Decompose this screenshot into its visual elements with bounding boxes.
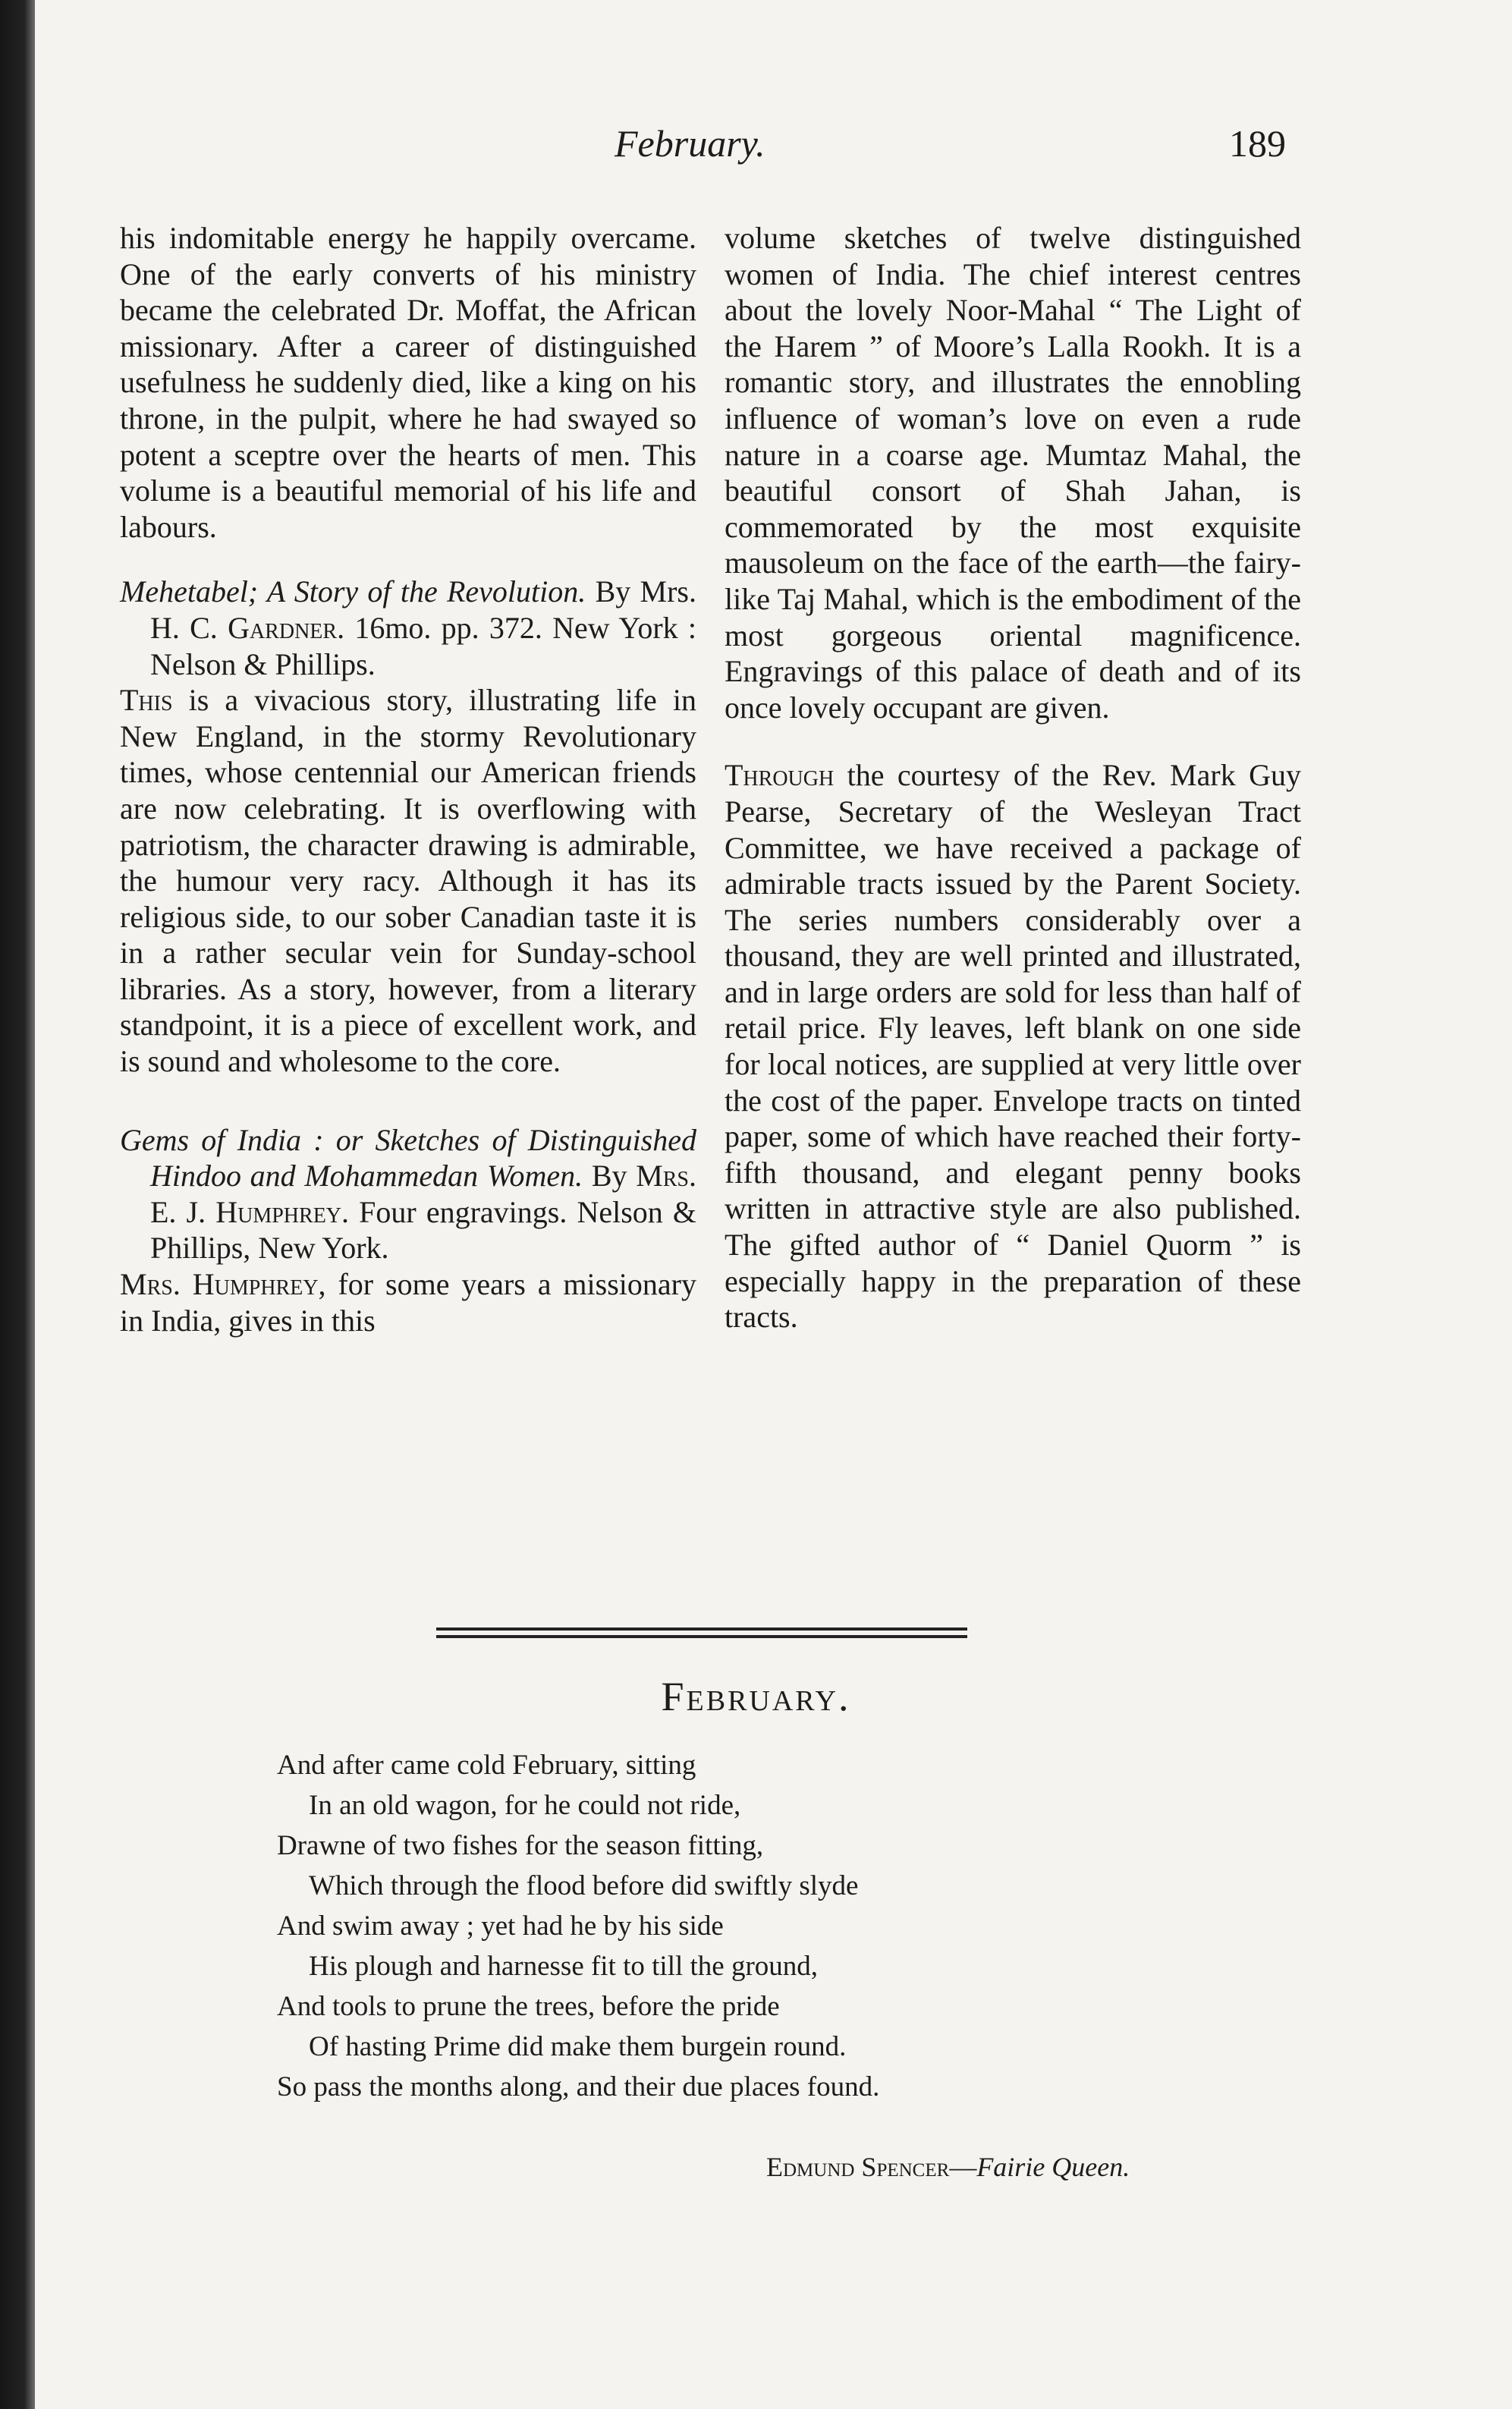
left-column: [120, 220, 696, 1338]
poem-title: February.: [661, 1674, 851, 1719]
poem-line: So pass the months along, and their due places found.: [277, 2071, 880, 2102]
continued-paragraph: his indomitable energy he happily overcame. One of the early converts of his ministry became the celebrated Dr. Moffat, the African missionary. After a career of distinguished usefulness he suddenly died, like a king on his throne, in the pulpit, where he had swayed so potent a sceptre over the hearts of men. This volume is a beautiful memorial of his life and labours.: [120, 221, 696, 544]
book-by: By Mrs. H. C.: [150, 574, 697, 645]
attribution-work: Fairie Queen.: [976, 2152, 1130, 2182]
review-text: is a vivacious story, illustrating life in New England, in the stormy Revolutionary times, whose centennial our American friends are now celebrating. It is overflowing with patriotism, the character drawing is admirable, the humour very racy. Although it has its religious side, to our sober Canadian taste it is in a rather secular vein for Sunday-school libraries. As a story, however, from a literary standpoint, it is a piece of excellent work, and is sound and wholesome to the core.: [120, 683, 696, 1079]
book-details: . 16mo. pp. 372. New York : Nelson & Phillips.: [150, 610, 696, 681]
poem-line: And after came cold February, sitting: [277, 1750, 696, 1781]
poem-line: And tools to prune the trees, before the pride: [277, 1991, 780, 2022]
rule-line: [436, 1627, 967, 1631]
book-title: Gems of India : or Sketches of Distinguished Hindoo and Mohammedan Women.: [120, 1122, 696, 1193]
book-binding-edge: [0, 0, 35, 2409]
running-head-title: February.: [615, 122, 765, 165]
review-lead: Mrs. Humphrey: [120, 1267, 319, 1302]
poem-line: In an old wagon, for he could not ride,: [309, 1790, 741, 1821]
review-continued-paragraph: volume sketches of twelve distinguished women of India. The chief interest centres about the lovely Noor-Mahal “ The Light of the Harem ” of Moore’s Lalla Rookh. It is a romantic story, and illustrates the ennobling influence of woman’s love on even a rude nature in a coarse age. Mumtaz Mahal, the beautiful consort of Shah Jahan, is commemorated by the most exquisite mausoleum on the face of the earth—the fairy-like Taj Mahal, which is the embodiment of the most gorgeous oriental magnificence. Engravings of this palace of death and of its once lovely occupant are given.: [725, 221, 1301, 725]
book-title: Mehetabel; A Story of the Revolution.: [120, 574, 586, 609]
poem-line: His plough and harnesse fit to till the ground,: [309, 1951, 819, 1982]
book-by: By: [583, 1159, 637, 1193]
book-entry-gems-of-india: [120, 1122, 696, 1266]
right-column: [725, 220, 1301, 1335]
review-lead: This: [120, 683, 173, 718]
poem-line: And swim away ; yet had he by his side: [277, 1911, 724, 1942]
page-number: 189: [1229, 122, 1286, 165]
rule-line: [436, 1635, 967, 1638]
review-text: , for some years a missionary in India, gives in this: [120, 1267, 696, 1338]
poem-attribution: [766, 2151, 1130, 2183]
book-author: Gardner: [228, 610, 338, 645]
double-rule-divider: [436, 1627, 967, 1638]
attribution-separator: —: [949, 2152, 977, 2182]
spacer: [120, 545, 696, 574]
tracts-paragraph: [725, 757, 1301, 1335]
poem-line: Which through the flood before did swiftly slyde: [309, 1870, 859, 1901]
review-paragraph: [120, 682, 696, 1080]
poem-stanza: [277, 1745, 1263, 2107]
review-paragraph: [120, 1266, 696, 1338]
book-entry-mehetabel: [120, 574, 696, 682]
spacer: [725, 725, 1301, 757]
book-author: Mrs. E. J. Humphrey: [150, 1159, 697, 1229]
paragraph-lead: Through: [725, 758, 835, 793]
poem-line: Of hasting Prime did make them burgein round.: [309, 2031, 847, 2062]
attribution-author: Edmund Spencer: [766, 2152, 950, 2182]
paragraph-text: the courtesy of the Rev. Mark Guy Pearse, Secretary of the Wesleyan Tract Committee, we have received a package of admirable tracts issued by the Parent Society. The series numbers considerably over a thousand, they are well printed and illustrated, and in large orders are sold for less than half of retail price. Fly leaves, left blank on one side for local notices, are supplied at very little over the cost of the paper. Envelope tracts on tinted paper, some of which have reached their forty-fifth thousand, and elegant penny books written in attractive style are also published. The gifted author of “ Daniel Quorm ” is especially happy in the preparation of these tracts.: [725, 758, 1301, 1335]
book-details: . Four engravings. Nelson & Phillips, New York.: [150, 1194, 696, 1266]
poem-line: Drawne of two fishes for the season fitting,: [277, 1830, 764, 1861]
